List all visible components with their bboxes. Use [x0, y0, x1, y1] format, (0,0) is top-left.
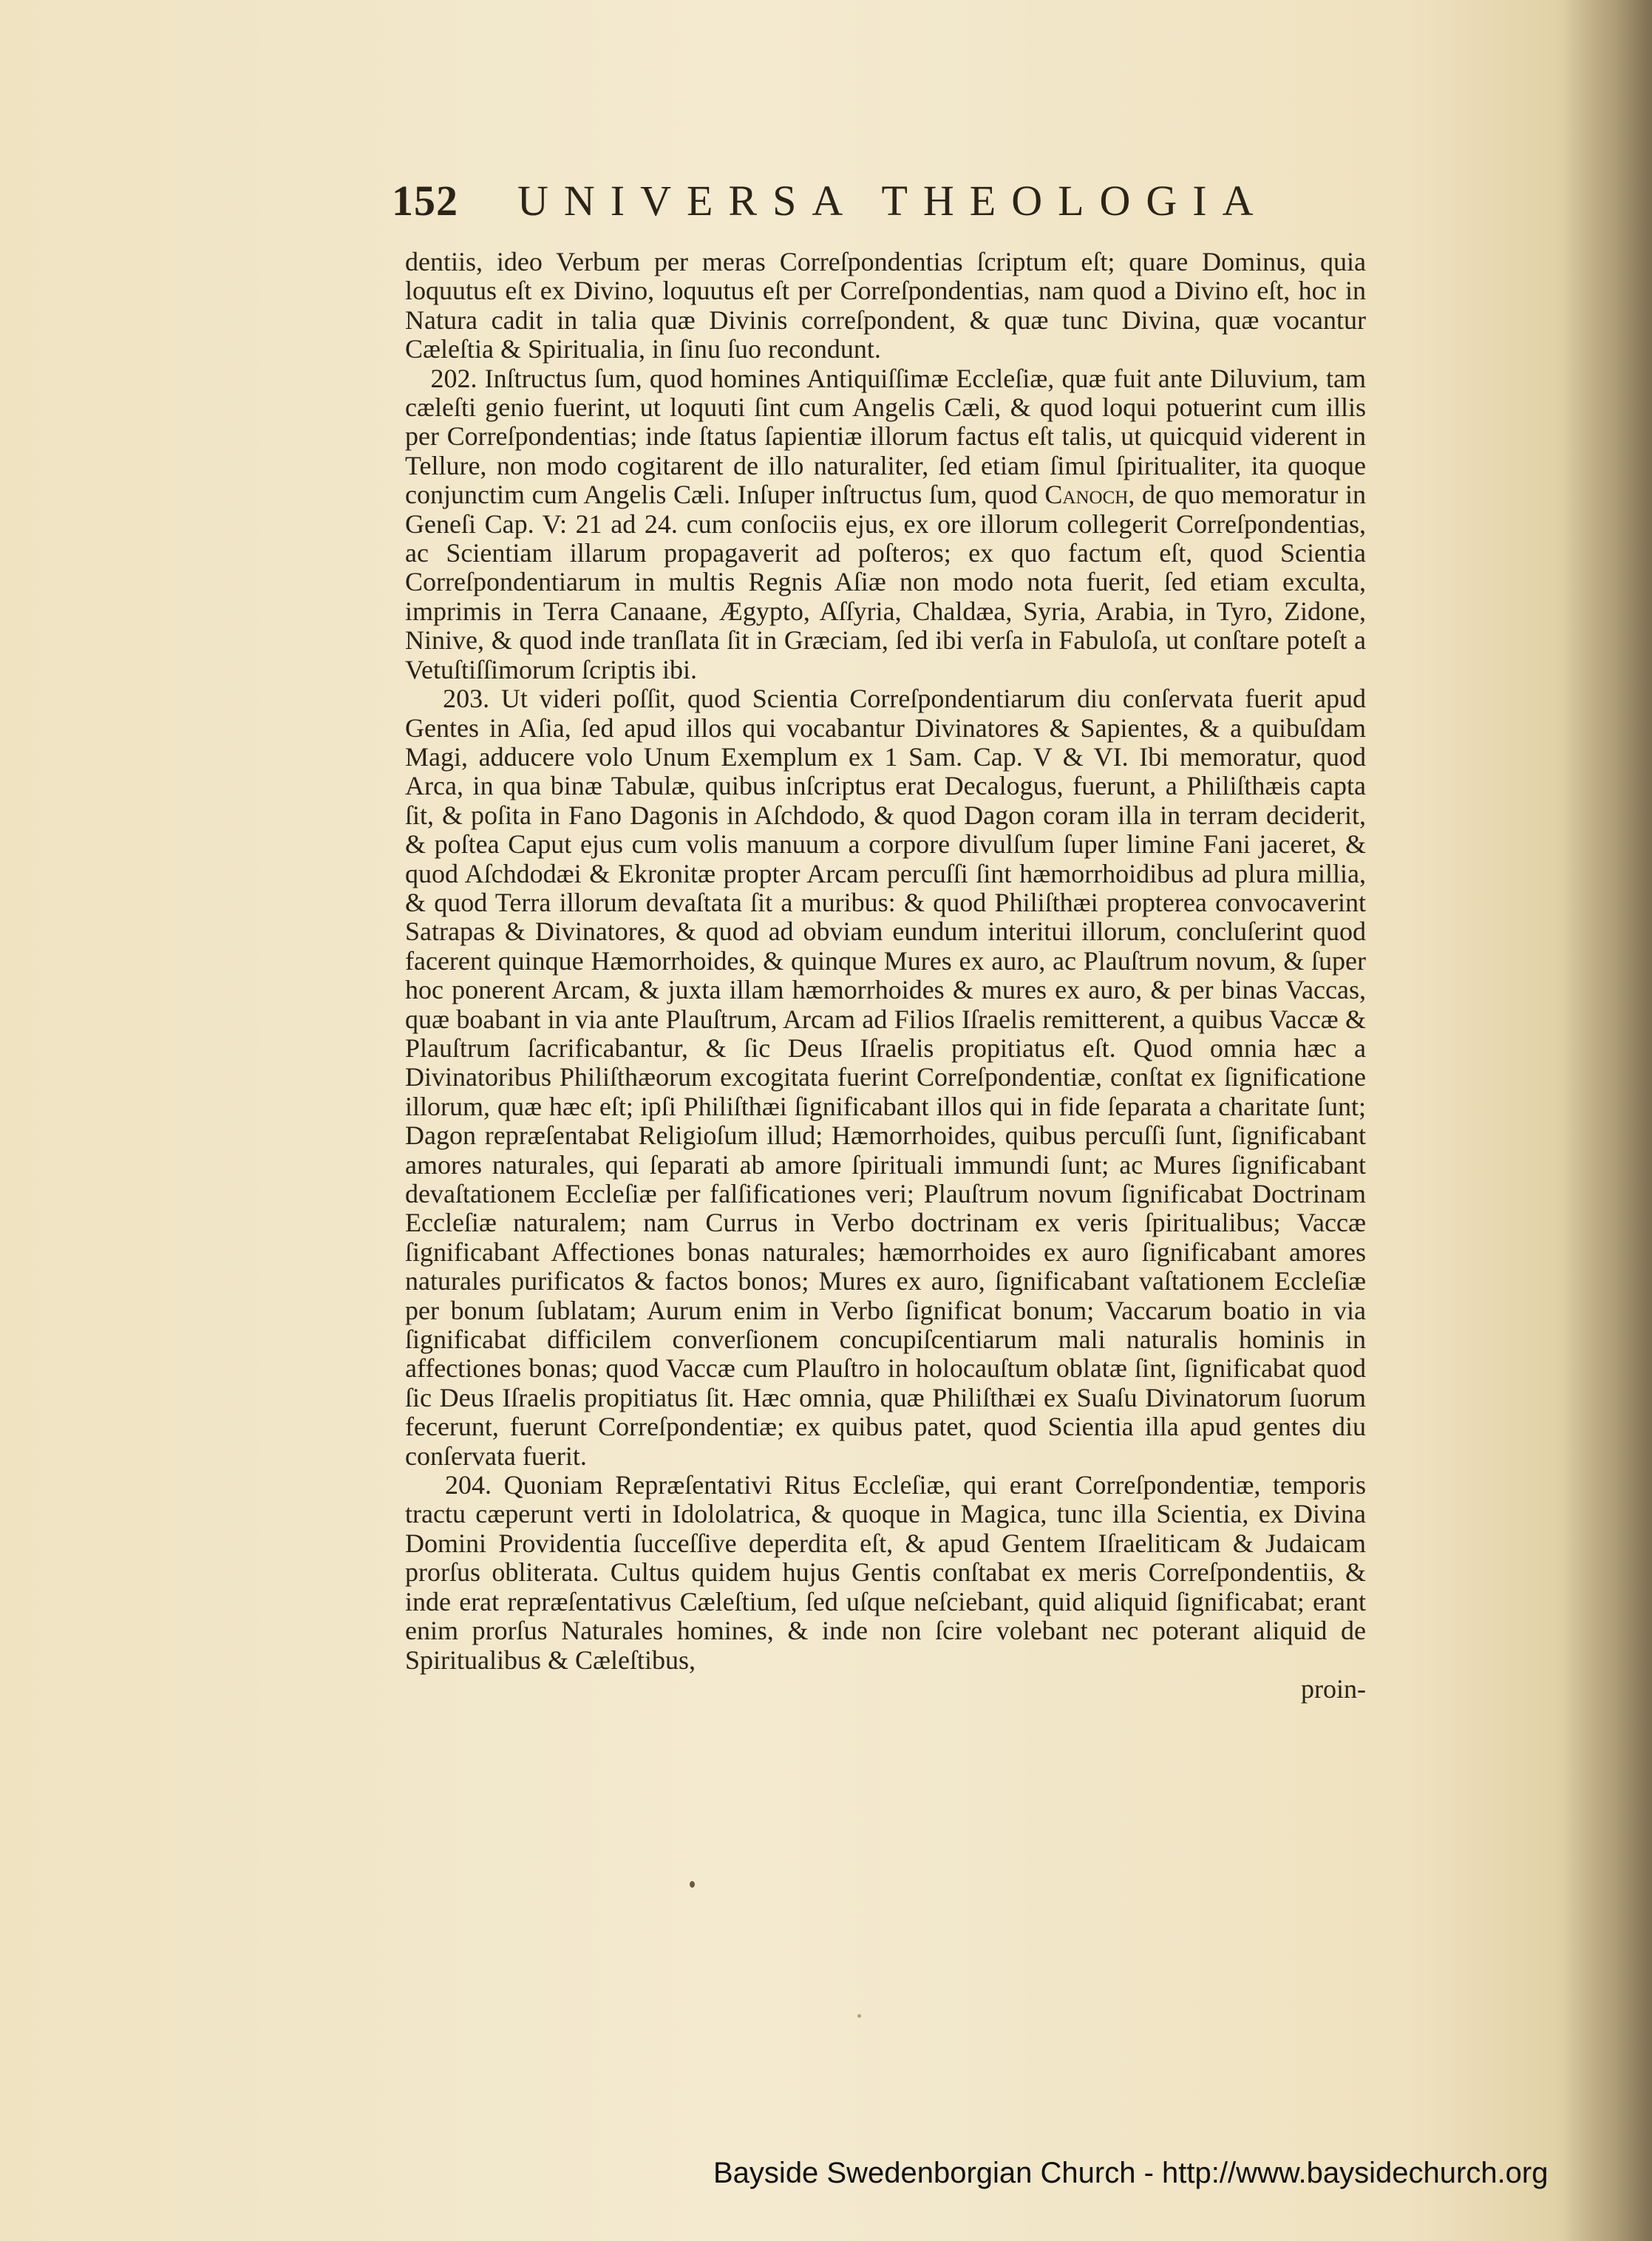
footer-credit: Bayside Swedenborgian Church - http://www.baysidechurch.org	[713, 2157, 1549, 2189]
paragraph-number: 202.	[430, 363, 477, 393]
page-header	[392, 176, 1390, 235]
page-edge-shadow	[1563, 0, 1652, 2241]
ink-spot	[857, 2014, 861, 2018]
paragraph-text: , de quo memoratur in Geneſi Cap. V: 21 ad 24. cum conſociis ejus, ex ore illorum collegerit Correſpondentias, ac Scientiam illarum propagaverit ad poſteros; ex quo factum eſt, quod Scientia Correſpondentiarum in multis Regnis Aſiæ non modo nota fuerit, ſed etiam exculta, imprimis in Terra Canaane, Ægypto, Aſſyria, Chaldæa, Syria, Arabia, in Tyro, Zidone, Ninive, & quod inde tranſlata ſit in Græciam, ſed ibi verſa in Fabuloſa, ut conſtare poteſt a Vetuſtiſſimorum ſcriptis ibi.	[405, 480, 1366, 684]
paragraph-text: Inſtructus ſum, quod homines Antiquiſſimæ Eccleſiæ, quæ fuit ante Diluvium, tam cæleſti genio fuerint, ut loquuti ſint cum Angelis Cæli, & quod loqui potuerint cum illis per Correſpondentias; inde ſtatus ſapientiæ illorum factus eſt talis, ut quicquid viderent in Tellure, non modo cogitarent de illo naturaliter, ſed etiam ſimul ſpiritualiter, ita quoque conjunctim cum Angelis Cæli. Inſuper inſtructus ſum, quod	[405, 363, 1367, 510]
paragraph-text: dentiis, ideo Verbum per meras Correſpondentias ſcriptum eſt; quare Dominus, quia loquutus eſt ex Divino, loquutus eſt per Correſpondentias, nam quod a Divino eſt, hoc in Natura cadit in talia quæ Divinis correſpondent, & quæ tunc Divina, quæ vocantur Cæleſtia & Spiritualia, in ſinu ſuo recondunt.	[405, 247, 1366, 364]
paragraph-text: Ut videri poſſit, quod Scientia Correſpondentiarum diu conſervata fuerit apud Gentes in Aſia, ſed apud illos qui vocabantur Divinatores & Sapientes, & a quibuſdam Magi, adducere volo Unum Exemplum ex 1 Sam. Cap. V & VI. Ibi memoratur, quod Arca, in qua binæ Tabulæ, quibus inſcriptus erat Decalogus, fuerunt, a Philiſthæis capta ſit, & poſita in Fano Dagonis in Aſchdodo, & quod Dagon coram illa in terram deciderit, & poſtea Caput ejus cum volis manuum a corpore divulſum ſuper limine Fani jaceret, & quod Aſchdodæi & Ekronitæ propter Arcam percuſſi ſint hæmorrhoidibus ad plura millia, & quod Terra illorum devaſtata ſit a muribus: & quod Philiſthæi propterea convocaverint Satrapas & Divinatores, & quod ad obviam eundum interitui illorum, concluſerint quod facerent quinque Hæmorrhoides, & quinque Mures ex auro, ac Plauſtrum novum, & ſuper hoc ponerent Arcam, & juxta illam hæmorrhoides & mures ex auro, & per binas Vaccas, quæ boabant in via ante Plauſtrum, Arcam ad Filios Iſraelis remitterent, a quibus Vaccæ & Plauſtrum ſacrificabantur, & ſic Deus Iſraelis propitiatus eſt. Quod omnia hæc a Divinatoribus Philiſthæorum excogitata fuerint Correſpondentiæ, conſtat ex ſignificatione illorum, quæ hæc eſt; ipſi Philiſthæi ſignificabant illos qui in fide ſeparata a charitate ſunt; Dagon repræſentabat Religioſum illud; Hæmorrhoides, quibus percuſſi ſunt, ſignificabant amores naturales, qui ſeparati ab amore ſpirituali immundi ſunt; ac Mures ſignificabant devaſtationem Eccleſiæ per falſificationes veri; Plauſtrum novum ſignificabat Doctrinam Eccleſiæ naturalem; nam Currus in Verbo doctrinam ex veris ſpiritualibus; Vaccæ ſignificabant Affectiones bonas naturales; hæmorrhoides ex auro ſignificabant amores naturales purificatos & factos bonos; Mures ex auro, ſignificabant vaſtationem Eccleſiæ per bonum ſublatam; Aurum enim in Verbo ſignificat bonum; Vaccarum boatio in via ſignificabat difficilem converſionem concupiſcentiarum mali naturalis hominis in affectiones bonas; quod Vaccæ cum Plauſtro in holocauſtum oblatæ ſint, ſignificabat quod ſic Deus Iſraelis propitiatus ſit. Hæc omnia, quæ Philiſthæi ex Suaſu Divinatorum ſuorum fecerunt, fuerunt Correſpondentiæ; ex quibus patet, quod Scientia illa apud gentes diu conſervata fuerit.	[405, 684, 1367, 1471]
paragraph-text: Quoniam Repræſentativi Ritus Eccleſiæ, qui erant Correſpondentiæ, temporis tractu cæperunt verti in Idololatrica, & quoque in Magica, tunc illa Scientia, ex Divina Domini Providentia ſucceſſive deperdita eſt, & apud Gentem Iſraeliticam & Judaicam prorſus obliterata. Cultus quidem hujus Gentis conſtabat ex meris Correſpondentiis, & inde erat repræſentativus Cæleſtium, ſed uſque neſciebant, quid aliquid ſignificabat; erant enim prorſus Naturales homines, & inde non ſcire volebant nec poterant aliquid de Spiritualibus & Cæleſtibus,	[405, 1470, 1366, 1675]
page-number: 152	[392, 177, 458, 225]
running-title: UNIVERSA THEOLOGIA	[517, 177, 1269, 225]
catchword: proin-	[1301, 1673, 1366, 1704]
paragraph-number: 204.	[444, 1470, 492, 1500]
proper-name: Canoch	[1044, 480, 1129, 510]
paragraph-number: 203.	[443, 684, 490, 714]
paragraph-202	[405, 364, 1366, 684]
paragraph-203	[405, 684, 1366, 1471]
body-text	[405, 248, 1366, 1704]
paragraph-continued	[405, 248, 1366, 364]
paragraph-204	[405, 1471, 1366, 1675]
ink-spot	[690, 1881, 695, 1888]
